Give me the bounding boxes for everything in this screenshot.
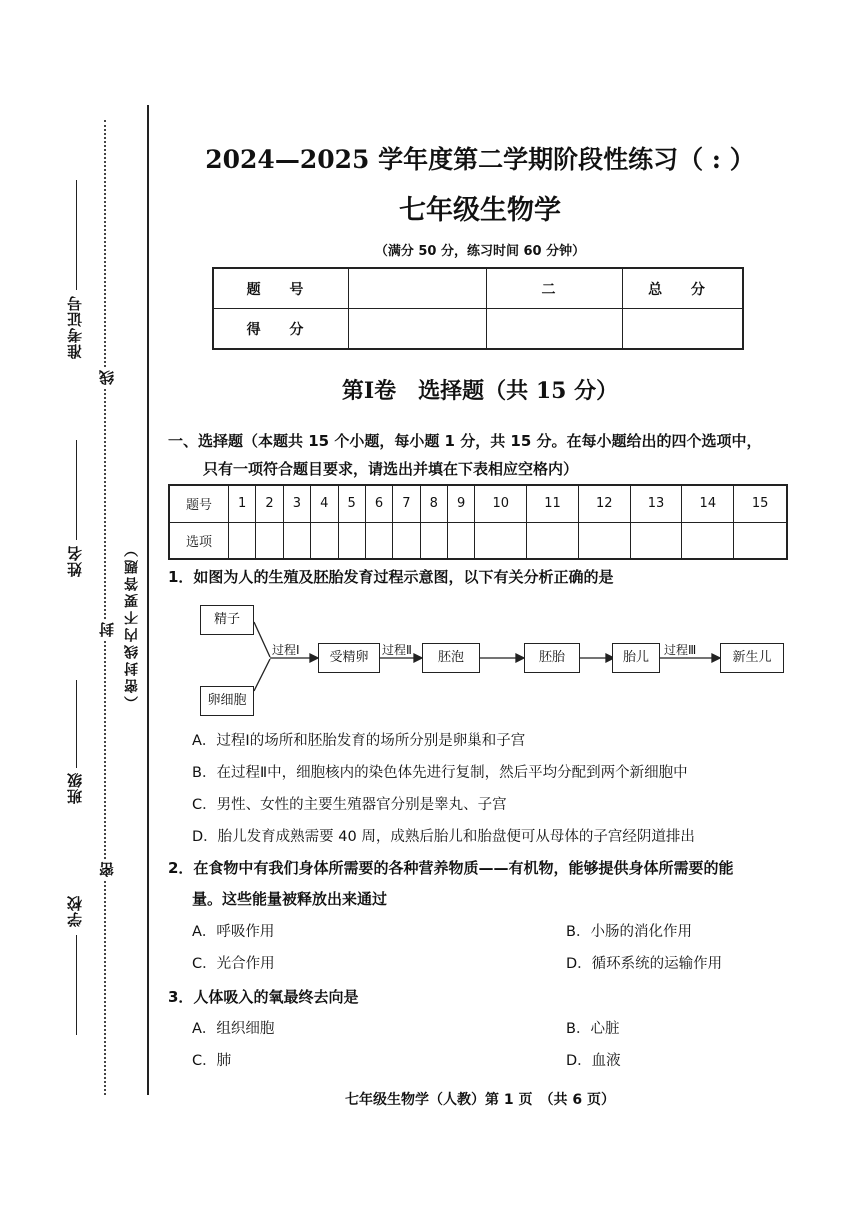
- arrowhead-2: [414, 654, 422, 662]
- answer-input-cell[interactable]: [578, 522, 630, 559]
- q3-option-d: D．血液: [566, 1053, 621, 1069]
- seal-char-xian: 线: [98, 370, 116, 385]
- seal-warning: （密封线内不要答题）: [124, 540, 140, 710]
- answer-number-cell: 9: [448, 485, 475, 522]
- answer-input-cell[interactable]: [229, 522, 256, 559]
- q2-option-c: C．光合作用: [192, 956, 275, 972]
- answer-number-cell: 2: [256, 485, 283, 522]
- q3-option-b: B．心脏: [566, 1021, 620, 1037]
- q2-option-a: A．呼吸作用: [192, 924, 275, 940]
- answer-input-cell[interactable]: [682, 522, 734, 559]
- answer-input-cell[interactable]: [420, 522, 447, 559]
- exam-subtitle: 七年级生物学: [399, 195, 561, 226]
- answer-number-cell: 7: [393, 485, 420, 522]
- box-embryo: 胚胎: [524, 643, 580, 673]
- answer-input-cell[interactable]: [475, 522, 527, 559]
- sperm-connector: [254, 622, 270, 657]
- answer-input-cell[interactable]: [527, 522, 579, 559]
- question-3-stem: 3．人体吸入的氧最终去向是: [168, 988, 359, 1006]
- q1-option-b: B．在过程Ⅱ中，细胞核内的染色体先进行复制，然后平均分配到两个新细胞中: [192, 765, 688, 781]
- answer-number-cell: 12: [578, 485, 630, 522]
- seal-char-mi: 密: [98, 862, 116, 877]
- page-footer: 七年级生物学（人教）第 1 页 （共 6 页）: [345, 1092, 615, 1108]
- question-2-stem-line-2: 量。这些能量被释放出来通过: [192, 890, 388, 908]
- answer-row-label: 选项: [169, 522, 229, 559]
- school-label: 学校: [66, 895, 84, 927]
- question-1-stem: 1．如图为人的生殖及胚胎发育过程示意图，以下有关分析正确的是: [168, 568, 614, 586]
- instruction-line-2: 只有一项符合题目要求，请选出并填在下表相应空格内）: [203, 460, 579, 478]
- margin-rule: [147, 105, 149, 1095]
- q3-option-a: A．组织细胞: [192, 1021, 275, 1037]
- exam-note: （满分 50 分，练习时间 60 分钟）: [374, 244, 586, 259]
- q3-option-c: C．肺: [192, 1053, 232, 1069]
- exam-id-blank: [76, 180, 77, 290]
- q2-option-d: D．循环系统的运输作用: [566, 956, 723, 972]
- box-blastocyst: 胚泡: [422, 643, 480, 673]
- answer-input-cell[interactable]: [283, 522, 310, 559]
- answer-input-cell[interactable]: [393, 522, 420, 559]
- score-cell[interactable]: [487, 309, 623, 350]
- answer-input-cell[interactable]: [311, 522, 338, 559]
- box-fetus: 胎儿: [612, 643, 660, 673]
- section-heading: 第Ⅰ卷 选择题（共 15 分）: [341, 378, 619, 404]
- score-table: [212, 267, 744, 350]
- answer-input-cell[interactable]: [365, 522, 392, 559]
- score-cell: 得 分: [213, 309, 349, 350]
- q2-option-b: B．小肠的消化作用: [566, 924, 692, 940]
- instruction-line-1: 一、选择题（本题共 15 个小题，每小题 1 分，共 15 分。在每小题给出的四个选项中，: [168, 432, 762, 450]
- answer-number-cell: 6: [365, 485, 392, 522]
- answer-number-cell: 3: [283, 485, 310, 522]
- school-blank: [76, 935, 77, 1035]
- arrowhead-3: [516, 654, 524, 662]
- box-sperm: 精子: [200, 605, 254, 635]
- answer-table: [168, 484, 788, 560]
- answer-header-label: 题号: [169, 485, 229, 522]
- answer-input-cell[interactable]: [448, 522, 475, 559]
- answer-input-cell[interactable]: [630, 522, 682, 559]
- q1-option-c: C．男性、女性的主要生殖器官分别是睾丸、子宫: [192, 797, 507, 813]
- answer-number-cell: 14: [682, 485, 734, 522]
- egg-connector: [254, 659, 270, 691]
- answer-number-cell: 13: [630, 485, 682, 522]
- exam-id-label: 准考证号: [66, 295, 84, 359]
- name-label: 姓名: [66, 545, 84, 577]
- answer-input-cell[interactable]: [734, 522, 787, 559]
- answer-number-cell: 15: [734, 485, 787, 522]
- score-cell[interactable]: [623, 309, 744, 350]
- arrowhead-5: [712, 654, 720, 662]
- answer-number-cell: 5: [338, 485, 365, 522]
- answer-number-cell: 4: [311, 485, 338, 522]
- exam-title: 2024—2025 学年度第二学期阶段性练习（ : ）: [205, 145, 755, 174]
- q1-option-d: D．胎儿发育成熟需要 40 周，成熟后胎儿和胎盘便可从母体的子宫经阴道排出: [192, 829, 695, 845]
- answer-number-cell: 1: [229, 485, 256, 522]
- score-cell: 题 号: [213, 268, 349, 309]
- answer-number-cell: 10: [475, 485, 527, 522]
- name-blank: [76, 440, 77, 540]
- question-2-stem-line-1: 2．在食物中有我们身体所需要的各种营养物质——有机物，能够提供身体所需要的能: [168, 859, 734, 877]
- score-cell: [349, 268, 487, 309]
- answer-number-cell: 8: [420, 485, 447, 522]
- label-process3: 过程Ⅲ: [664, 643, 697, 657]
- arrowhead-1: [310, 654, 318, 662]
- seal-char-feng: 封: [98, 622, 116, 637]
- score-cell: 二: [487, 268, 623, 309]
- answer-number-cell: 11: [527, 485, 579, 522]
- class-label: 班级: [66, 772, 84, 804]
- answer-input-cell[interactable]: [338, 522, 365, 559]
- box-egg: 卵细胞: [200, 686, 254, 716]
- q1-option-a: A．过程Ⅰ的场所和胚胎发育的场所分别是卵巢和子宫: [192, 733, 526, 749]
- score-cell: 总 分: [623, 268, 744, 309]
- seal-dotted-line: [104, 120, 106, 1095]
- label-process2: 过程Ⅱ: [382, 643, 412, 657]
- class-blank: [76, 680, 77, 768]
- answer-input-cell[interactable]: [256, 522, 283, 559]
- label-process1: 过程Ⅰ: [272, 643, 300, 657]
- box-zygote: 受精卵: [318, 643, 380, 673]
- box-newborn: 新生儿: [720, 643, 784, 673]
- score-cell[interactable]: [349, 309, 487, 350]
